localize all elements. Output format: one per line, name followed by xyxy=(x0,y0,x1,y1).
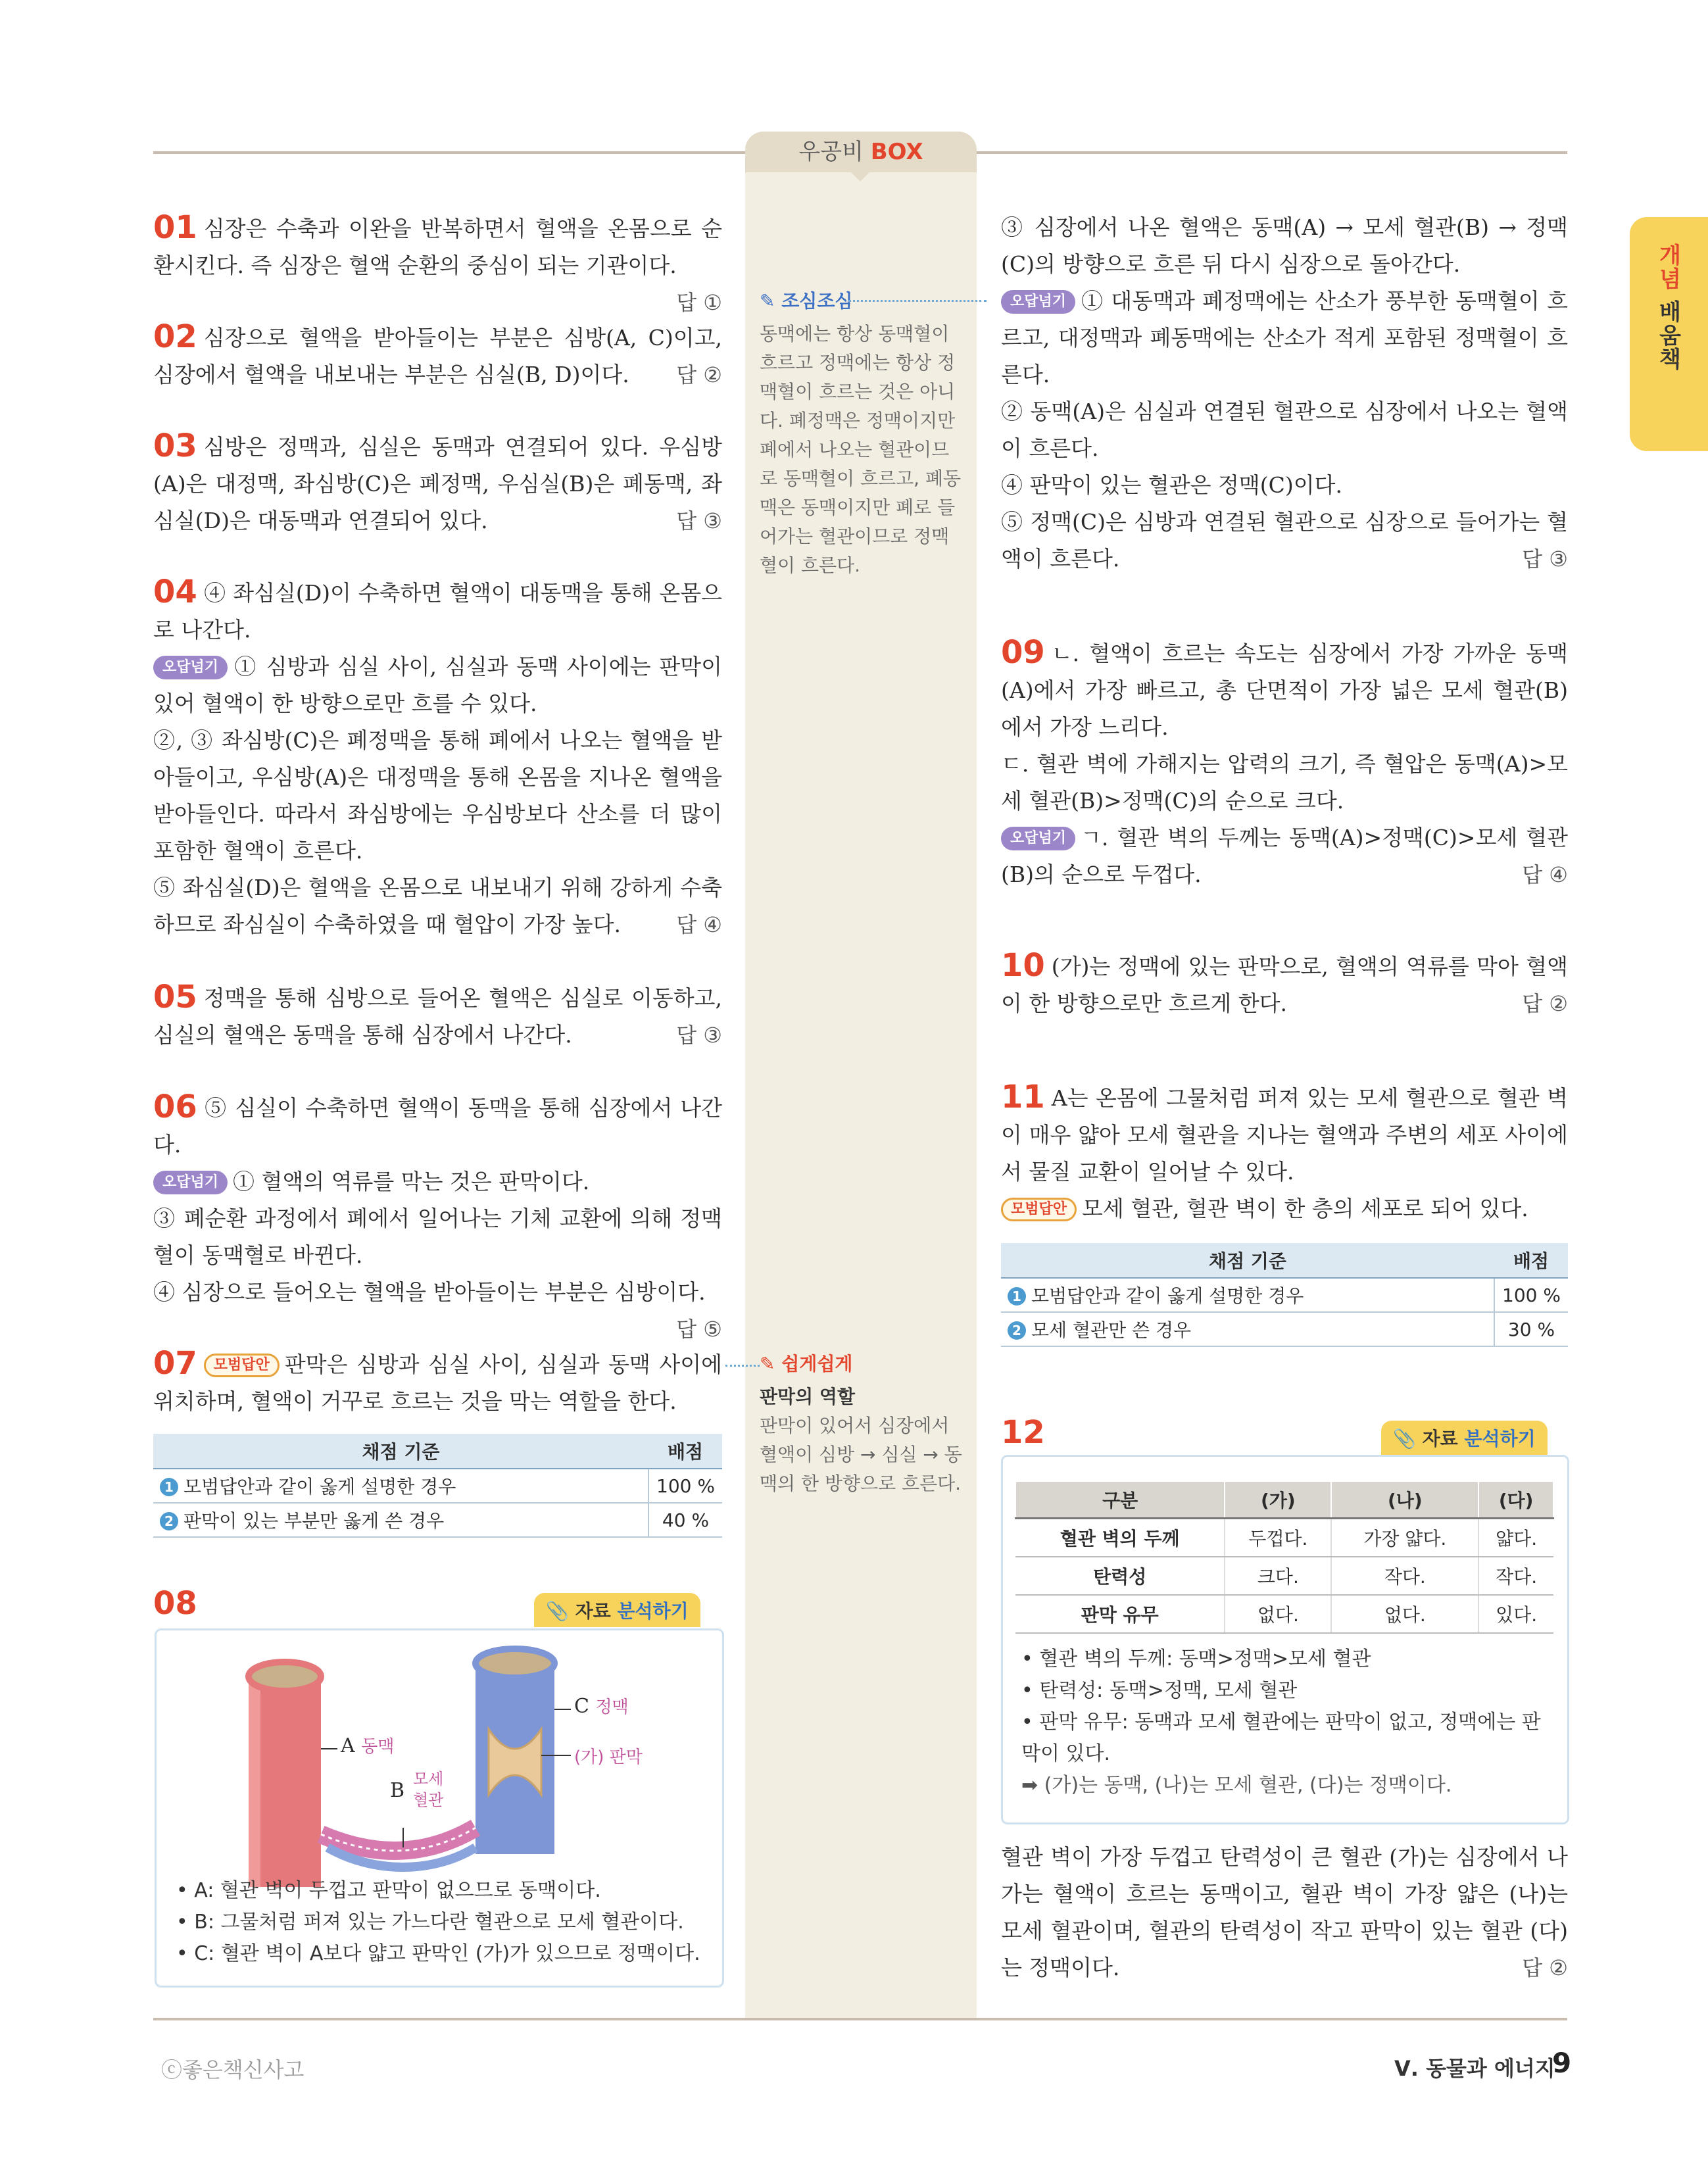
label-c: C 정맥 xyxy=(574,1695,629,1718)
scoring-table-07: 채점 기준 배점 1 모범답안과 같이 옳게 설명한 경우 100 % 2 판막이 있는 부분만 옳게 쓴 경우 40 % xyxy=(153,1434,722,1538)
answer-08: 08 xyxy=(153,1585,197,1622)
page-number: 9 xyxy=(1552,2047,1572,2079)
side-tab[interactable]: 개념 배움책 xyxy=(1630,217,1708,451)
answer-04: 04 ④ 좌심실(D)이 수축하면 혈액이 대동맥을 통해 온몸으로 나간다. 오답넘기 ① 심방과 심실 사이, 심실과 동맥 사이에는 판막이 있어 혈액이 한 방향으로만 흐를 수 있다. ②, ③ 좌심방(C)은 폐정맥을 통해 폐에서 나오는 혈액을 받아들이고, 우심방(A)은 대정맥을 통해 온몸을 지나온 혈액을 받아들인다. 따라서 좌심방에는 우심방보다 산소를 더 많이 포함한 혈액이 흐른다. ⑤ 좌심실(D)은 혈액을 온몸으로 내보내기 위해 강하게 수축하므로 좌심실이 수축하였을 때 혈압이 가장 높다. 답 ④ xyxy=(153,574,722,937)
table-row: 혈관 벽의 두께 두껍다. 가장 얇다. 얇다. xyxy=(1015,1519,1553,1557)
chapter-title: Ⅴ. 동물과 에너지 xyxy=(1394,2056,1555,2081)
artery-opening xyxy=(249,1662,321,1691)
table-row: 1 모범답안과 같이 옳게 설명한 경우 100 % xyxy=(1001,1278,1568,1312)
answer-11: 11 A는 온몸에 그물처럼 퍼져 있는 모세 혈관으로 혈관 벽이 매우 얇아 모세 혈관을 지나는 혈액과 주변의 세포 사이에서 물질 교환이 일어날 수 있다. 모범답안 모세 혈관, 혈관 벽이 한 층의 세포로 되어 있다. xyxy=(1001,1079,1568,1221)
tip-easy: ✎ 쉽게쉽게 판막의 역할 판막이 있어서 심장에서 혈액이 심방 → 심실 → 동맥의 한 방향으로 흐른다. xyxy=(760,1350,964,1498)
answer-10: 10 (가)는 정맥에 있는 판막으로, 혈액의 역류를 막아 혈액이 한 방향으로만 흐르게 한다. 답 ② xyxy=(1001,947,1568,1016)
answer-03: 03 심방은 정맥과, 심실은 동맥과 연결되어 있다. 우심방(A)은 대정맥, 좌심방(C)은 폐정맥, 우심실(B)은 폐동맥, 좌심실(D)은 대동맥과 연결되어 있다. 답 ③ xyxy=(153,428,722,533)
vessel-comparison-table: 구분 (가) (나) (다) 혈관 벽의 두께 두껍다. 가장 얇다. 얇다. 탄력성 크다. 작다. 작다. 판막 유무 없다. 없다. 있다. xyxy=(1015,1480,1554,1634)
answer-12: 12 xyxy=(1001,1414,1045,1451)
data-analysis-tag-12: 📎 자료 분석하기 xyxy=(1381,1421,1548,1455)
answer-06: 06 ⑤ 심실이 수축하면 혈액이 동맥을 통해 심장에서 나간다. 오답넘기 ① 혈액의 역류를 막는 것은 판막이다. ③ 폐순환 과정에서 폐에서 일어나는 기체 교환에 의해 정맥혈이 동맥혈로 바뀐다. ④ 심장으로 들어오는 혈액을 받아들이는 부분은 심방이다. 답 ⑤ xyxy=(153,1088,722,1342)
tip-connector-2 xyxy=(725,1365,760,1367)
data-analysis-tag: 📎 자료 분석하기 xyxy=(534,1593,700,1627)
table-row: 2 판막이 있는 부분만 옳게 쓴 경우 40 % xyxy=(153,1503,722,1537)
table-row: 탄력성 크다. 작다. 작다. xyxy=(1015,1557,1553,1595)
bottom-rule xyxy=(153,2018,1567,2020)
label-a: A 동맥 xyxy=(341,1734,395,1757)
tip-connector xyxy=(848,300,987,302)
answer-09: 09 ㄴ. 혈액이 흐르는 속도는 심장에서 가장 가까운 동맥(A)에서 가장 빠르고, 총 단면적이 가장 넓은 모세 혈관(B)에서 가장 느리다. ㄷ. 혈관 벽에 가해지는 압력의 크기, 즉 혈압은 동맥(A)>모세 혈관(B)>정맥(C)의 순으로 크다. 오답넘기 ㄱ. 혈관 벽의 두께는 동맥(A)>정맥(C)>모세 혈관(B)의 순으로 두껍다. 답 ④ xyxy=(1001,634,1568,887)
table-row: 1 모범답안과 같이 옳게 설명한 경우 100 % xyxy=(153,1469,722,1503)
answer-01: 01 심장은 수축과 이완을 반복하면서 혈액을 온몸으로 순환시킨다. 즉 심장은 혈액 순환의 중심이 되는 기관이다. 답 ① xyxy=(153,209,722,321)
answer-12-text: 혈관 벽이 가장 두껍고 탄력성이 큰 혈관 (가)는 심장에서 나가는 혈액이 흐르는 동맥이고, 혈관 벽이 가장 얇은 (나)는 모세 혈관이며, 혈관의 탄력성이 작고 판막이 있는 혈관 (다)는 정맥이다. 답 ② xyxy=(1001,1844,1568,1980)
label-b-name: 모세 혈관 xyxy=(413,1770,444,1809)
answer-05: 05 정맥을 통해 심방으로 들어온 혈액은 심실로 이동하고, 심실의 혈액은 동맥을 통해 심장에서 나간다. 답 ③ xyxy=(153,979,722,1048)
tip-caution-title: ✎ 조심조심 xyxy=(760,290,853,312)
label-valve: (가) 판막 xyxy=(574,1747,643,1767)
diagram-notes: • A: 혈관 벽이 두껍고 판막이 없으므로 동맥이다. • B: 그물처럼 퍼져 있는 가느다란 혈관으로 모세 혈관이다. • C: 혈관 벽이 A보다 얇고 판막인 (가)가 있으므로 정맥이다. xyxy=(176,1879,700,1965)
vessel-diagram-box xyxy=(155,1628,724,1988)
wrong-answer-badge: 오답넘기 xyxy=(153,656,228,679)
comparison-notes: • 혈관 벽의 두께: 동맥>정맥>모세 혈관 • 탄력성: 동맥>정맥, 모세 혈관 • 판막 유무: 동맥과 모세 혈관에는 판막이 없고, 정맥에는 판막이 있다. ➡ (가)는 동맥, (나)는 모세 혈관, (다)는 정맥이다. xyxy=(1021,1648,1541,1797)
answer-mark: 답 ① xyxy=(676,290,722,315)
question-number: 01 xyxy=(153,209,197,246)
box-header-arrow xyxy=(851,172,869,182)
model-answer-badge: 모범답안 xyxy=(204,1354,280,1377)
scoring-table-11: 채점 기준 배점 1 모범답안과 같이 옳게 설명한 경우 100 % 2 모세 혈관만 쓴 경우 30 % xyxy=(1001,1243,1568,1347)
label-b: B xyxy=(390,1779,405,1802)
tip-easy-title: ✎ 쉽게쉽게 xyxy=(760,1353,853,1375)
answer-08-text: ③ 심장에서 나온 혈액은 동맥(A) → 모세 혈관(B) → 정맥(C)의 방향으로 흐른 뒤 다시 심장으로 돌아간다. 오답넘기 ① 대동맥과 폐정맥에는 산소가 풍부한 동맥혈이 흐르고, 대정맥과 폐동맥에는 산소가 적게 포함된 정맥혈이 흐른다. ② 동맥(A)은 심실과 연결된 혈관으로 심장에서 나오는 혈액이 흐른다. ④ 판막이 있는 혈관은 정맥(C)이다. ⑤ 정맥(C)은 심방과 연결된 혈관으로 심장으로 들어가는 혈액이 흐른다. 답 ③ xyxy=(1001,214,1568,572)
box-header: 우공비 BOX xyxy=(745,132,977,172)
answer-07: 07 모범답안 판막은 심방과 심실 사이, 심실과 동맥 사이에 위치하며, 혈액이 거꾸로 흐르는 것을 막는 역할을 한다. xyxy=(153,1345,722,1414)
vessel-comparison-box xyxy=(1001,1455,1569,1824)
tip-caution: ✎ 조심조심 동맥에는 항상 동맥혈이 흐르고 정맥에는 항상 정맥혈이 흐르는 것은 아니다. 폐정맥은 정맥이지만 폐에서 나오는 혈관이므로 동맥혈이 흐르고, 폐동맥은 동맥이지만 폐로 들어가는 혈관이므로 정맥혈이 흐른다. xyxy=(760,287,964,580)
table-row: 2 모세 혈관만 쓴 경우 30 % xyxy=(1001,1312,1568,1346)
answer-02: 02 심장으로 혈액을 받아들이는 부분은 심방(A, C)이고, 심장에서 혈액을 내보내는 부분은 심실(B, D)이다. 답 ② xyxy=(153,318,722,387)
table-row: 판막 유무 없다. 없다. 있다. xyxy=(1015,1595,1553,1633)
publisher-credit: ⓒ좋은책신사고 xyxy=(161,2057,305,2082)
